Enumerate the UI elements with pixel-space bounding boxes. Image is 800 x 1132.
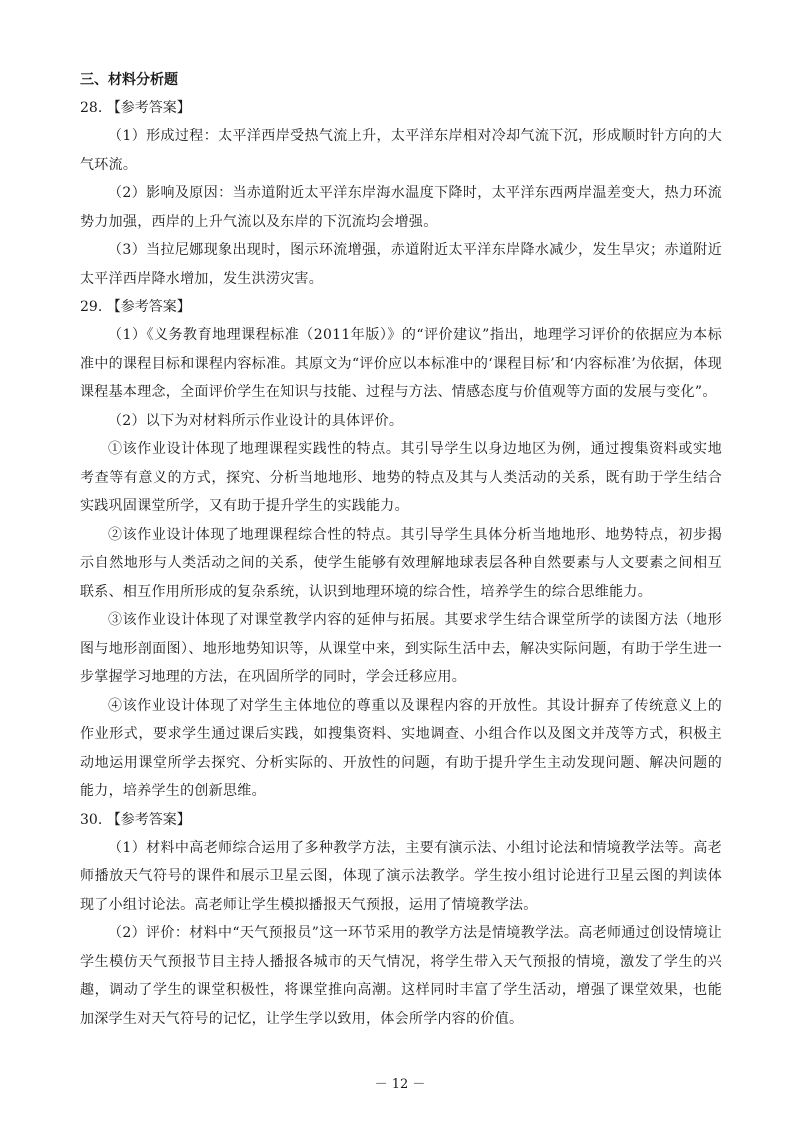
q30-answer-part-1: （1）材料中高老师综合运用了多种教学方法，主要有演示法、小组讨论法和情境教学法等。高老师播放天气符号的课件和展示卫星云图，体现了演示法教学。学生按小组讨论进行卫星云图的判读体现了小组讨论法。高老师让学生模拟播报天气预报，运用了情境教学法。 (80, 839, 722, 913)
q30-answer-part-2: （2）评价：材料中“天气预报员”这一环节采用的教学方法是情境教学法。高老师通过创设情境让学生模仿天气预报节目主持人播报各城市的天气情况，将学生带入天气预报的情境，激发了学生的兴趣，调动了学生的课堂积极性，将课堂推向高潮。这样同时丰富了学生活动，增强了课堂效果，也能加深学生对天气符号的记忆，让学生学以致用，体会所学内容的价值。 (80, 925, 722, 1027)
question-29-heading: 29. 【参考答案】 (80, 299, 191, 315)
q29-evaluation-point-1: ①该作业设计体现了地理课程实践性的特点。其引导学生以身边地区为例，通过搜集资料或实地考查等有意义的方式，探究、分析当地地形、地势的特点及其与人类活动的关系，既有助于学生结合实践巩固课堂所学，又有助于提升学生的实践能力。 (80, 441, 722, 514)
page-number: － 12 － (374, 1077, 426, 1092)
q29-evaluation-point-2: ②该作业设计体现了地理课程综合性的特点。其引导学生具体分析当地地形、地势特点，初步揭示自然地形与人类活动之间的关系，使学生能够有效理解地球表层各种自然要素与人文要素之间相互联系、相互作用所形成的复杂系统，认识到地理环境的综合性，培养学生的综合思维能力。 (80, 526, 722, 600)
q29-answer-part-2: （2）以下为对材料所示作业设计的具体评价。 (108, 412, 404, 429)
answer-content (80, 66, 722, 1033)
q28-answer-part-2: （2）影响及原因：当赤道附近太平洋东岸海水温度下降时，太平洋东西两岸温差变大，热力环流势力加强，西岸的上升气流以及东岸的下沉流均会增强。 (80, 185, 722, 230)
q29-evaluation-point-3: ③该作业设计体现了对课堂教学内容的延伸与拓展。其要求学生结合课堂所学的读图方法（地形图与地形剖面图）、地形地势知识等，从课堂中来，到实际生活中去，解决实际问题，有助于学生进一步掌握学习地理的方法，在巩固所学的同时，学会迁移应用。 (80, 612, 722, 685)
question-28-heading: 28. 【参考答案】 (80, 100, 191, 116)
q29-evaluation-point-4: ④该作业设计体现了对学生主体地位的尊重以及课程内容的开放性。其设计摒弃了传统意义上的作业形式，要求学生通过课后实践，如搜集资料、实地调查、小组合作以及图文并茂等方式，积极主动地运用课堂所学去探究、分析实际的、开放性的问题，有助于提升学生主动发现问题、解决问题的能力，培养学生的创新思维。 (80, 697, 722, 799)
question-30-heading: 30. 【参考答案】 (80, 811, 191, 828)
q28-answer-part-1: （1）形成过程：太平洋西岸受热气流上升，太平洋东岸相对冷却气流下沉，形成顺时针方向的大气环流。 (80, 128, 722, 173)
q28-answer-part-3: （3）当拉尼娜现象出现时，图示环流增强，赤道附近太平洋东岸降水减少，发生旱灾；赤道附近太平洋西岸降水增加，发生洪涝灾害。 (80, 242, 722, 287)
q29-answer-part-1: （1）《义务教育地理课程标准（2011年版）》的“评价建议”指出，地理学习评价的依据应为本标准中的课程目标和课程内容标准。其原文为“评价应以本标准中的‘课程目标’和‘内容标准’为依据，体现课程基本理念，全面评价学生在知识与技能、过程与方法、情感态度与价值观等方面的发展与变化”。 (80, 327, 722, 400)
section-title: 三、材料分析题 (80, 72, 178, 88)
